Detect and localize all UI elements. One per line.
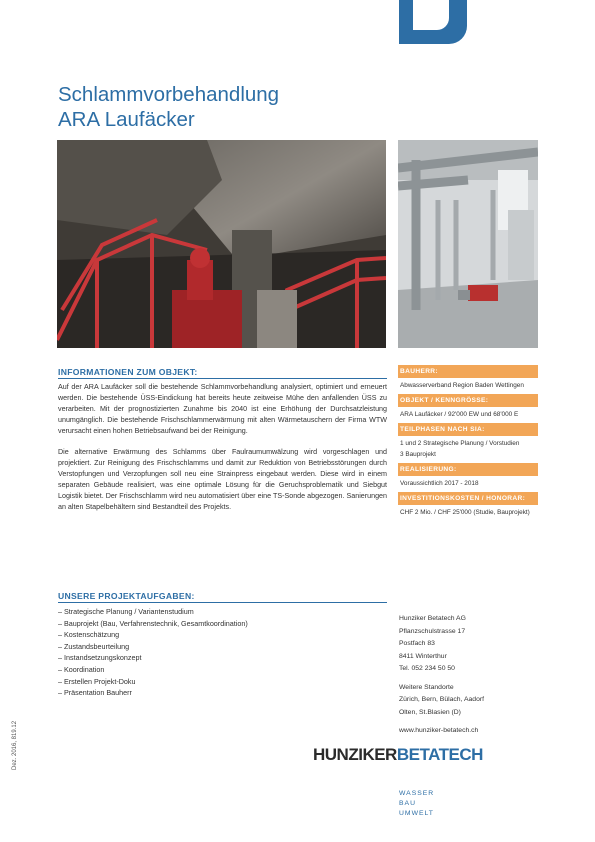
list-item: – Zustandsbeurteilung xyxy=(58,641,130,651)
locations-line-1: Zürich, Bern, Bülach, Aadorf xyxy=(399,696,485,703)
tagline-line: BAU xyxy=(399,800,416,807)
website-link[interactable]: www.hunziker-betatech.ch xyxy=(399,727,479,734)
facts-value-bauherr xyxy=(398,378,538,394)
facts-label-bauherr: BAUHERR: xyxy=(398,365,538,378)
facts-value-teilphasen xyxy=(398,436,538,462)
locations-line-2: Olten, St.Blasien (D) xyxy=(399,708,461,716)
list-item: – Präsentation Bauherr xyxy=(58,688,132,698)
phone-number: Tel. 052 234 50 50 xyxy=(399,665,455,672)
header-logo-mark xyxy=(399,0,467,44)
tasks-list xyxy=(58,606,378,699)
tagline xyxy=(399,789,434,819)
info-heading-rule xyxy=(58,378,387,379)
logo-betatech: BETATECH xyxy=(396,745,483,764)
list-item: – Strategische Planung / Variantenstudium xyxy=(58,607,194,616)
address-postbox: Postfach 83 xyxy=(399,640,435,647)
facts-label-objekt: OBJEKT / KENNGRÖSSE: xyxy=(398,394,538,407)
list-item: – Kostenschätzung xyxy=(58,630,120,640)
title-line-1: Schlammvorbehandlung xyxy=(58,83,280,106)
facts-value-line: Abwasserverband Region Baden Wettingen xyxy=(400,382,524,389)
facts-value-line: Voraussichtlich 2017 - 2018 xyxy=(400,479,479,487)
facts-label-teilphasen: TEILPHASEN NACH SIA: xyxy=(398,423,538,436)
info-heading: INFORMATIONEN ZUM OBJEKT: xyxy=(58,367,198,377)
project-description xyxy=(58,382,387,524)
title-line-2: ARA Laufäcker xyxy=(58,108,195,131)
photo-sludge-tank-illustration xyxy=(57,140,386,348)
address-street: Pflanzschulstrasse 17 xyxy=(399,627,466,635)
tasks-heading: UNSERE PROJEKTAUFGABEN: xyxy=(58,591,195,601)
tasks-heading-rule xyxy=(58,602,387,603)
tagline-line: UMWELT xyxy=(399,810,434,817)
list-item: – Erstellen Projekt-Doku xyxy=(58,676,136,686)
project-facts-panel xyxy=(398,365,538,521)
list-item: – Koordination xyxy=(58,664,105,674)
facts-value-line: 3 Bauprojekt xyxy=(400,450,436,458)
facts-value-line: CHF 2 Mio. / CHF 25'000 (Studie, Bauprojekt) xyxy=(400,509,530,517)
photo-pipe-room-illustration xyxy=(398,140,538,348)
photo-sludge-tank xyxy=(57,140,386,348)
company-logo xyxy=(313,745,483,765)
logo-hunziker: HUNZIKER xyxy=(313,745,397,764)
tagline-line: WASSER xyxy=(399,790,435,797)
facts-label-kosten: INVESTITIONSKOSTEN / HONORAR: xyxy=(398,492,538,505)
facts-value-line: 1 und 2 Strategische Planung / Vorstudien xyxy=(400,440,520,448)
address-city: 8411 Winterthur xyxy=(399,652,447,660)
contact-block xyxy=(399,613,549,738)
list-item: – Bauprojekt (Bau, Verfahrenstechnik, Gesamtkoordination) xyxy=(58,618,248,628)
facts-value-realisierung xyxy=(398,476,538,492)
company-name: Hunziker Betatech AG xyxy=(399,615,466,622)
description-paragraph-1: Auf der ARA Laufäcker soll die bestehende Schlammvorbehandlung analysiert, optimiert und erneuert werden. Die bestehende ÜSS-Eindickung hat bereits heute zeitweise Mühe den anfallenden ÜSS zu verarbeiten. Mit der prognostizierten Zunahme bis 2040 ist eine Erhöhung der Durchsatzleistung unumgänglich. Die bestehende Frischschlammerwärmung mit alten Wärmetauschern der Firma WTW verursacht einen hohen Betriebsaufwand bei der Reinigung. xyxy=(58,383,387,435)
locations-heading: Weitere Standorte xyxy=(399,683,454,691)
description-paragraph-2: Die alternative Erwärmung des Schlamms über Faulraumumwälzung wird vorgeschlagen und projektiert. Zur Reinigung des Frischschlamms und damit zur Reduktion von Betriebsstörungen durch Verstopfungen und Verzopfungen soll neu eine Strainpress eingebaut werden. Diese wird in einem separaten Gebäude realisiert, was eine optimale Lösung für die Geruchsproblematik und Siebgut Logistik bietet. Der Frischschlamm wird neu automatisiert über eine TS-Sonde abgezogen. Sanierungen an alten Stapelbehältern sind Bestandteil des Projekts. xyxy=(58,448,387,511)
facts-label-realisierung: REALISIERUNG: xyxy=(398,463,538,476)
facts-value-objekt xyxy=(398,407,538,423)
facts-value-kosten xyxy=(398,505,538,521)
photo-pipe-room xyxy=(398,140,538,348)
list-item: – Instandsetzungskonzept xyxy=(58,653,142,663)
page-title xyxy=(58,82,279,132)
document-date-note: Dez. 2016, 819.12 xyxy=(12,720,18,770)
facts-value-line: ARA Laufäcker / 92'000 EW und 68'000 E xyxy=(400,411,519,419)
